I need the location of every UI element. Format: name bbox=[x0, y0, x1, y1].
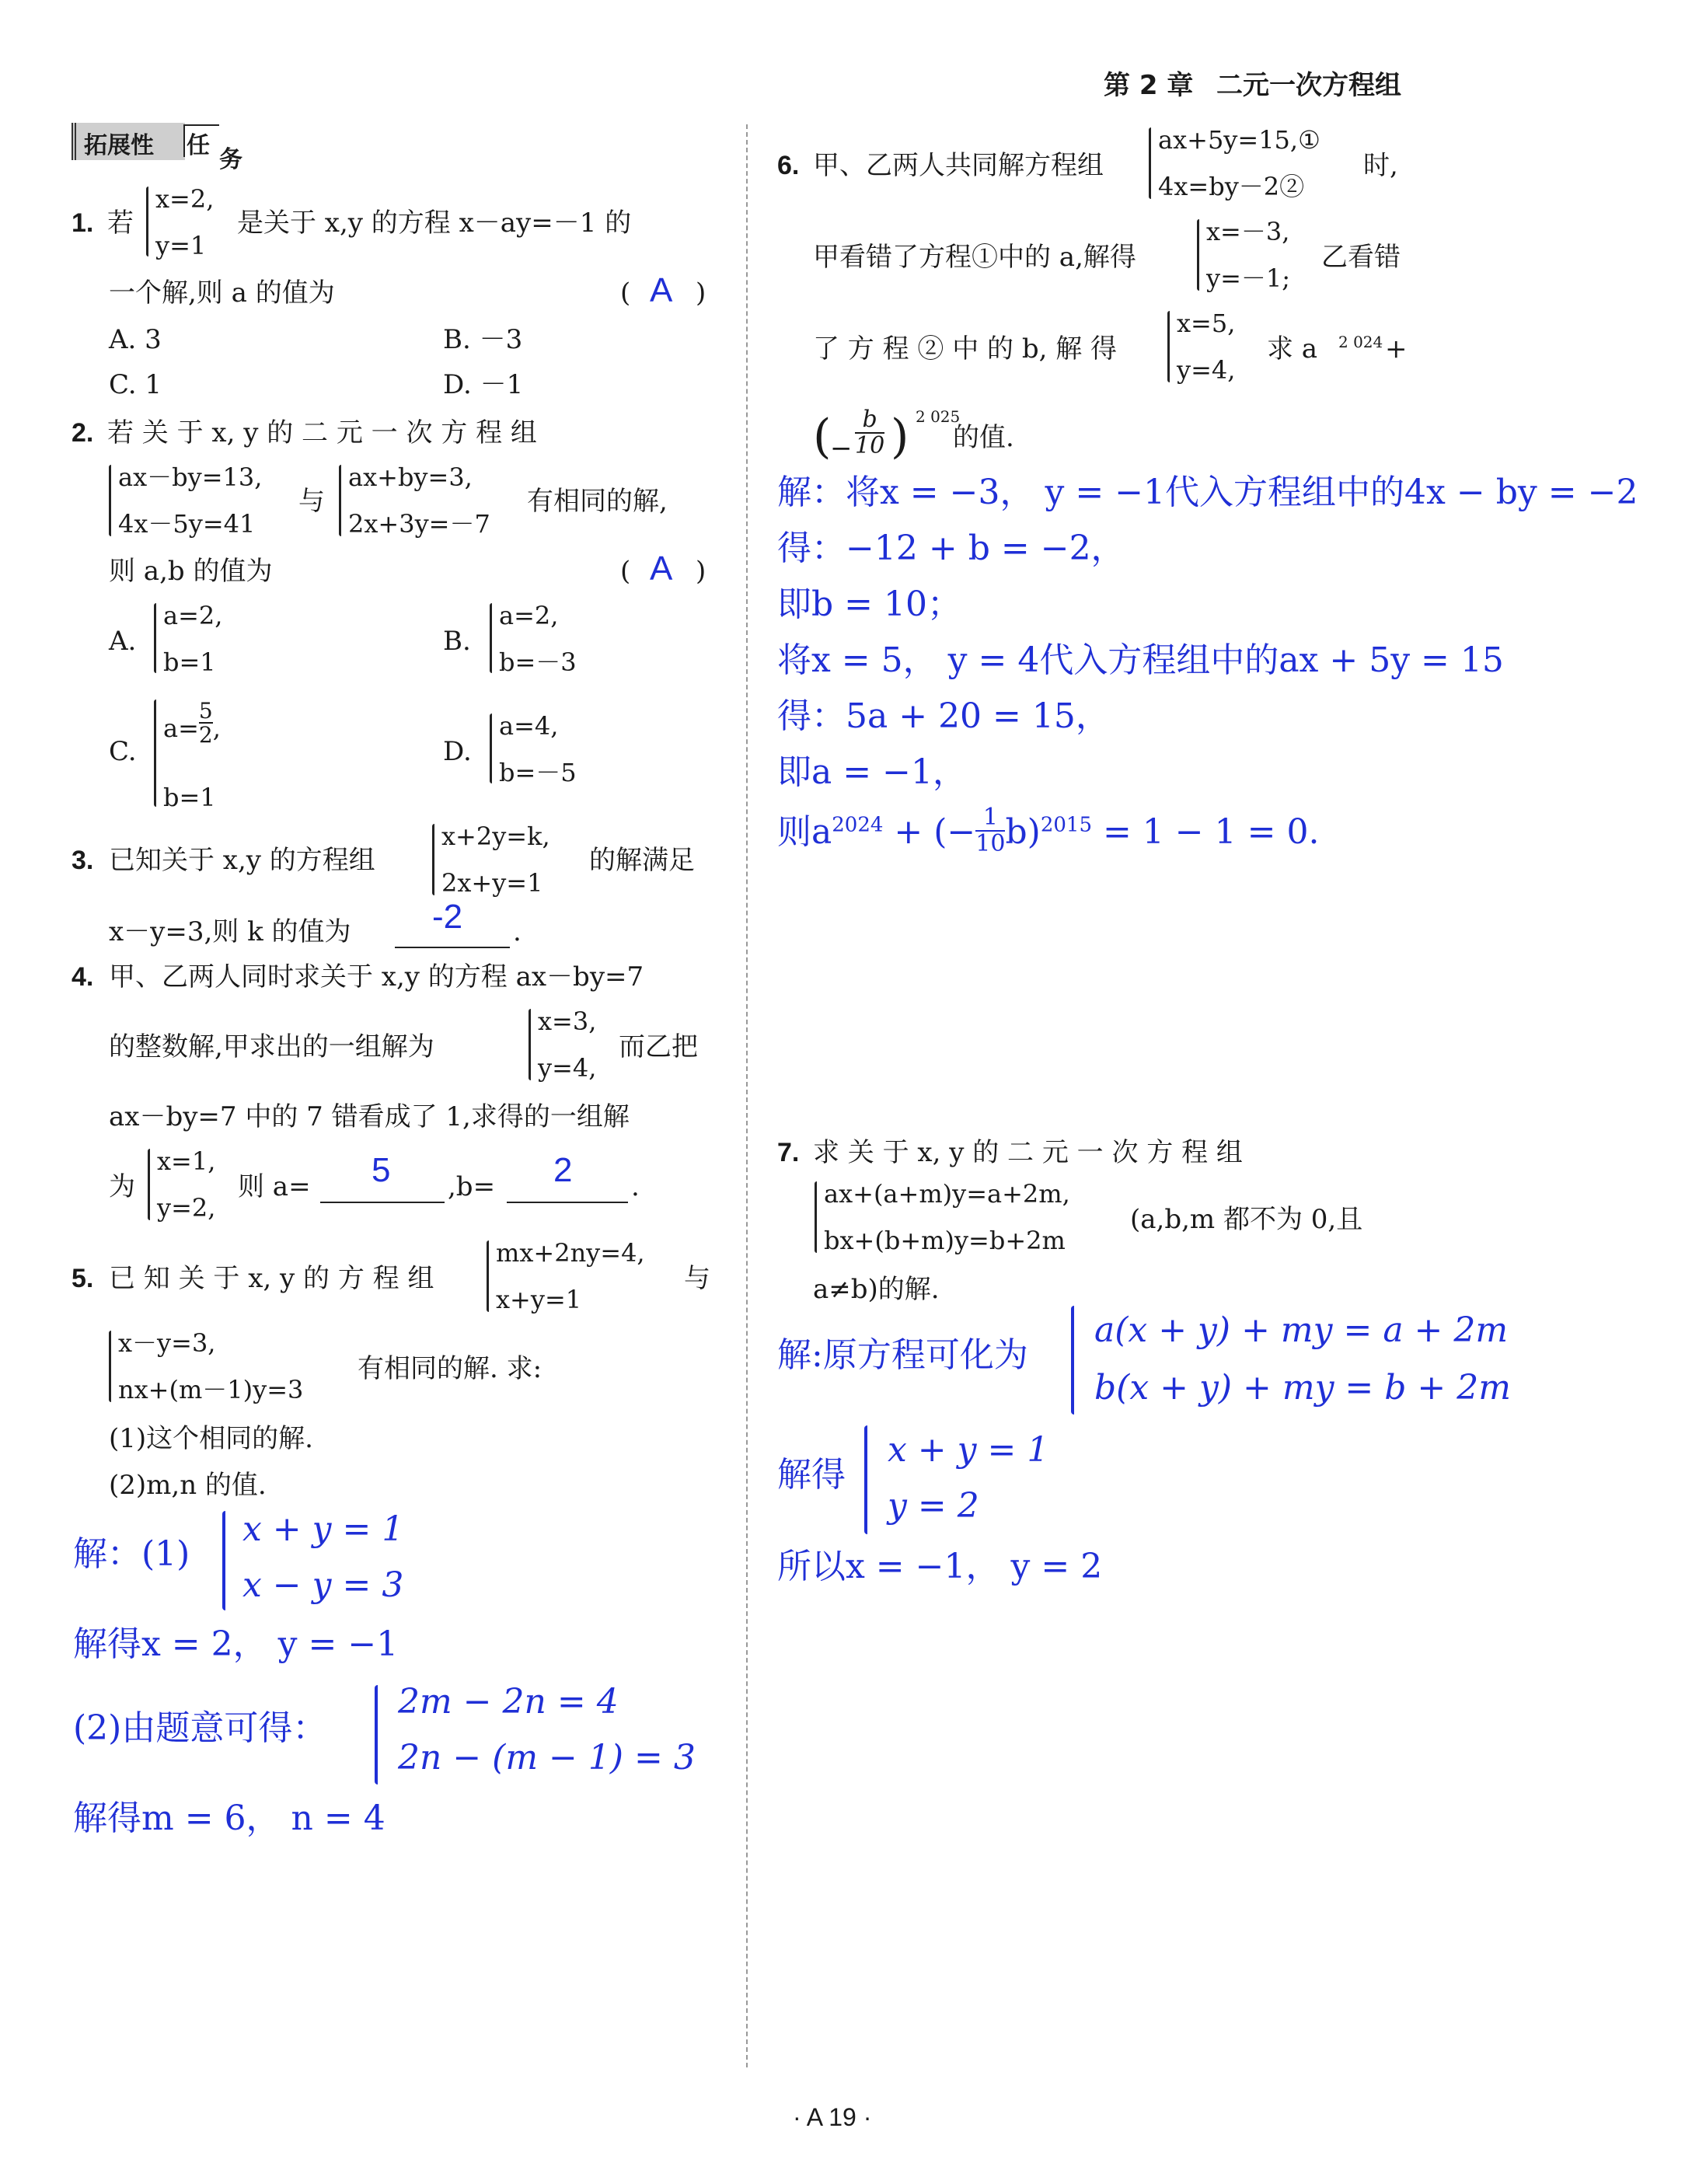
q2-opt-b-brace bbox=[490, 603, 492, 673]
q2-opt-d-line1: a=4, bbox=[499, 711, 559, 741]
q6-sol7-exp2: 2015 bbox=[1040, 813, 1092, 837]
q5-sol-brace1 bbox=[222, 1511, 225, 1610]
q5-sub2: (2)m,n 的值. bbox=[109, 1470, 267, 1501]
q5-sys2-line1: x－y=3, bbox=[118, 1328, 216, 1358]
q5-sys2-line2: nx+(m－1)y=3 bbox=[118, 1375, 304, 1404]
q6-sol-line2: 得：−12 + b = −2， bbox=[777, 529, 1125, 568]
q4-brace2 bbox=[148, 1149, 150, 1220]
q2-brace2 bbox=[339, 465, 341, 536]
q2-text1: 若 关 于 x, y 的 二 元 一 次 方 程 组 bbox=[107, 417, 537, 448]
section-label-a: 拓展 bbox=[84, 132, 131, 159]
q4-sys1-line1: x=3, bbox=[538, 1007, 597, 1036]
q7-sol-eq3: x + y = 1 bbox=[888, 1430, 1049, 1470]
q4-text3: ax－by=7 中的 7 错看成了 1,求得的一组解 bbox=[109, 1101, 630, 1132]
q7-sys-line1: ax+(a+m)y=a+2m, bbox=[824, 1179, 1070, 1209]
q6-sol7-num: 1 bbox=[975, 805, 1005, 832]
q2-paren-right: ) bbox=[696, 556, 706, 587]
q4-text2: 的整数解,甲求出的一组解为 bbox=[109, 1031, 434, 1062]
q7-sol-eq1: a(x + y) + my = a + 2m bbox=[1094, 1310, 1509, 1350]
q2-sys2-line2: 2x+3y=－7 bbox=[348, 509, 490, 539]
q6-frac-den: 10 bbox=[855, 431, 885, 459]
q6-sol7-den: 10 bbox=[975, 829, 1006, 857]
q1-option-b: B. －3 bbox=[443, 324, 523, 355]
q6-sol-line5: 得：5a + 20 = 15， bbox=[777, 696, 1110, 736]
q5-sol-eq1: x + y = 1 bbox=[242, 1509, 404, 1549]
q7-text3: a≠b)的解. bbox=[813, 1274, 940, 1305]
q3-end: . bbox=[513, 916, 522, 947]
q3-text2: x－y=3,则 k 的值为 bbox=[109, 916, 351, 947]
q3-text1: 已知关于 x,y 的方程组 bbox=[109, 845, 375, 876]
q4-mid: ,b= bbox=[448, 1171, 496, 1202]
q2-sys1-line1: ax－by=13, bbox=[118, 462, 263, 492]
q6-text1: 甲、乙两人共同解方程组 bbox=[813, 150, 1104, 181]
q1-number: 1. bbox=[72, 208, 94, 238]
q4-tail2: 而乙把 bbox=[619, 1031, 698, 1062]
q1-sys-line2: y=1 bbox=[155, 231, 207, 260]
q1-sys-line1: x=2, bbox=[155, 184, 215, 214]
q6-sys1-line2: 4x=by－2② bbox=[1158, 172, 1305, 201]
q5-tail2: 有相同的解. 求: bbox=[358, 1353, 542, 1384]
q6-minus: − bbox=[830, 433, 853, 464]
q1-text2: 一个解,则 a 的值为 bbox=[109, 277, 335, 309]
q1-paren-right: ) bbox=[696, 277, 706, 309]
q4-number: 4. bbox=[72, 962, 94, 992]
q7-tail: (a,b,m 都不为 0,且 bbox=[1130, 1204, 1363, 1235]
q7-sol-eq2: b(x + y) + my = b + 2m bbox=[1094, 1368, 1511, 1408]
q3-sys-line1: x+2y=k, bbox=[441, 822, 550, 851]
q3-answer: -2 bbox=[432, 898, 463, 936]
q6-text2: 甲看错了方程①中的 a,解得 bbox=[813, 242, 1136, 273]
q4-text4: 为 bbox=[109, 1171, 135, 1202]
q6-sys1-line1: ax+5y=15,① bbox=[1158, 125, 1320, 155]
q1-brace bbox=[146, 187, 148, 256]
q5-sub1: (1)这个相同的解. bbox=[109, 1423, 313, 1454]
q6-tail2: 乙看错 bbox=[1321, 242, 1401, 273]
q5-sys1-line1: mx+2ny=4, bbox=[496, 1238, 645, 1268]
q4-sys2-line1: x=1, bbox=[157, 1146, 216, 1176]
q2-opt-c-line1 bbox=[163, 698, 221, 748]
q3-brace bbox=[432, 824, 434, 895]
q5-brace2 bbox=[109, 1331, 111, 1402]
q3-number: 3. bbox=[72, 846, 94, 875]
q6-sol-line3: 即b = 10； bbox=[777, 584, 961, 624]
q2-opt-d-line2: b=－5 bbox=[499, 758, 577, 787]
q6-sol7-exp: 2024 bbox=[832, 813, 884, 837]
q5-sol-part2: (2)由题意可得： bbox=[73, 1708, 327, 1748]
q2-sys2-line1: ax+by=3, bbox=[348, 462, 473, 492]
page-number: · A 19 · bbox=[793, 2103, 872, 2131]
column-divider bbox=[746, 124, 748, 2067]
q5-sol-eq3: 2m − 2n = 4 bbox=[398, 1682, 619, 1722]
q6-exp2: 2 025 bbox=[916, 407, 961, 426]
q6-tail3: 求 a bbox=[1267, 333, 1318, 365]
q6-tail4: 的值. bbox=[953, 422, 1014, 453]
section-label-d: 务 bbox=[219, 146, 242, 173]
q6-sol-line4: 将x = 5， y = 4代入方程组中的ax + 5y = 15 bbox=[777, 640, 1504, 680]
q1-pre: 若 bbox=[107, 208, 134, 239]
q2-brace1 bbox=[109, 465, 111, 536]
q1-option-d: D. －1 bbox=[443, 369, 524, 400]
q1-answer: A bbox=[650, 271, 673, 309]
chapter-number: 第 2 章 bbox=[1104, 70, 1194, 101]
q6-sys3-line1: x=5, bbox=[1177, 309, 1236, 338]
q2-opt-a-brace bbox=[154, 603, 156, 673]
q7-sol-label: 解:原方程可化为 bbox=[777, 1335, 1028, 1375]
q4-sys1-line2: y=4, bbox=[538, 1053, 597, 1083]
q5-sys1-line2: x+y=1 bbox=[496, 1285, 582, 1314]
q5-sol-label: 解：(1) bbox=[73, 1534, 190, 1574]
q6-sol7-f: = 1 − 1 = 0. bbox=[1091, 812, 1320, 852]
q5-text1: 已 知 关 于 x, y 的 方 程 组 bbox=[109, 1263, 434, 1294]
q4-answer-a: 5 bbox=[372, 1151, 391, 1189]
q2-opt-a-label: A. bbox=[109, 626, 137, 657]
q7-brace bbox=[815, 1181, 817, 1253]
q6-sol-line6: 即a = −1， bbox=[777, 752, 967, 792]
q2-text3: 则 a,b 的值为 bbox=[109, 556, 273, 587]
q7-sys-line2: bx+(b+m)y=b+2m bbox=[824, 1226, 1066, 1255]
q6-exp1: 2 024 bbox=[1338, 333, 1383, 351]
q6-sol7-b: + (− bbox=[883, 812, 976, 852]
q3-sys-line2: 2x+y=1 bbox=[441, 868, 543, 898]
q2-mid: 与 bbox=[298, 486, 325, 517]
q2-opt-c-a: a= bbox=[163, 713, 199, 743]
chapter-title: 二元一次方程组 bbox=[1216, 70, 1401, 101]
q2-opt-c-frac bbox=[199, 700, 213, 747]
q5-sol-result2: 解得m = 6， n = 4 bbox=[73, 1798, 386, 1838]
q7-sol-final: 所以x = −1， y = 2 bbox=[777, 1547, 1103, 1586]
q5-tail: 与 bbox=[684, 1263, 710, 1294]
q6-frac-num: b bbox=[855, 407, 884, 434]
q7-sol-result-label: 解得 bbox=[777, 1455, 846, 1495]
q6-paren-open: ( bbox=[813, 410, 832, 464]
q2-opt-c-line2: b=1 bbox=[163, 783, 216, 812]
q4-then: 则 a= bbox=[238, 1171, 311, 1202]
q7-number: 7. bbox=[777, 1138, 800, 1167]
q2-opt-c-brace bbox=[154, 700, 156, 807]
q1-option-a: A. 3 bbox=[109, 324, 162, 355]
q7-sol-brace2 bbox=[864, 1425, 867, 1534]
q2-tail: 有相同的解, bbox=[527, 486, 668, 517]
q7-sol-brace1 bbox=[1071, 1306, 1074, 1415]
q6-number: 6. bbox=[777, 151, 800, 180]
q2-sys1-line2: 4x－5y=41 bbox=[118, 509, 256, 539]
q6-sys2-line2: y=－1; bbox=[1206, 263, 1291, 293]
q6-brace1 bbox=[1149, 127, 1151, 199]
q6-tail1: 时, bbox=[1363, 150, 1398, 181]
q5-sol-result1: 解得x = 2， y = −1 bbox=[73, 1624, 399, 1664]
q2-opt-d-brace bbox=[490, 713, 492, 783]
q6-sys3-line2: y=4, bbox=[1177, 355, 1236, 385]
q5-number: 5. bbox=[72, 1264, 94, 1293]
q2-opt-c-label: C. bbox=[109, 736, 137, 767]
q6-sol7-frac bbox=[975, 805, 1005, 856]
q6-frac bbox=[855, 407, 884, 458]
q4-sys2-line2: y=2, bbox=[157, 1193, 216, 1223]
q2-opt-a-line1: a=2, bbox=[163, 601, 223, 630]
q5-sol-eq4: 2n − (m − 1) = 3 bbox=[398, 1738, 696, 1778]
q7-text1: 求 关 于 x, y 的 二 元 一 次 方 程 组 bbox=[813, 1137, 1243, 1168]
q5-sol-brace2 bbox=[375, 1685, 378, 1785]
q2-opt-c-den: 2 bbox=[198, 722, 213, 748]
q2-paren-left: ( bbox=[620, 556, 631, 587]
q6-brace3 bbox=[1167, 311, 1170, 382]
q6-sol-line7 bbox=[777, 804, 1320, 857]
q6-sol7-c: b) bbox=[1005, 812, 1041, 852]
q2-opt-c-num: 5 bbox=[198, 698, 213, 724]
q1-option-c: C. 1 bbox=[109, 369, 162, 400]
q5-brace1 bbox=[487, 1240, 489, 1312]
section-label-b: 性 bbox=[131, 132, 154, 159]
q4-text1: 甲、乙两人同时求关于 x,y 的方程 ax－by=7 bbox=[109, 961, 644, 993]
q6-sol7-a: 则a bbox=[777, 812, 832, 852]
q2-opt-b-label: B. bbox=[443, 626, 471, 657]
q1-text1: 是关于 x,y 的方程 x－ay=－1 的 bbox=[237, 208, 632, 239]
q2-opt-b-line1: a=2, bbox=[499, 601, 559, 630]
q4-answer-b: 2 bbox=[553, 1151, 573, 1189]
q6-sol-line1: 解：将x = −3， y = −1代入方程组中的4x − by = −2 bbox=[777, 473, 1638, 512]
q2-answer: A bbox=[650, 549, 673, 588]
q2-opt-c-comma: , bbox=[212, 713, 221, 743]
q7-sol-eq4: y = 2 bbox=[888, 1486, 979, 1526]
q6-sys2-line1: x=－3, bbox=[1206, 217, 1290, 246]
q5-sol-eq2: x − y = 3 bbox=[242, 1565, 404, 1605]
q6-paren-close: ) bbox=[891, 410, 909, 464]
q4-end: . bbox=[631, 1171, 640, 1202]
q2-number: 2. bbox=[72, 418, 94, 448]
q2-opt-a-line2: b=1 bbox=[163, 647, 216, 677]
q1-paren-left: ( bbox=[620, 277, 631, 309]
section-label-c: 任 bbox=[187, 132, 210, 159]
q6-plus: + bbox=[1385, 333, 1408, 365]
q6-text3: 了 方 程 ② 中 的 b, 解 得 bbox=[813, 333, 1118, 365]
q2-opt-b-line2: b=－3 bbox=[499, 647, 577, 677]
q2-opt-d-label: D. bbox=[443, 736, 472, 767]
q6-brace2 bbox=[1197, 219, 1199, 291]
q4-brace1 bbox=[529, 1009, 531, 1080]
q3-tail: 的解满足 bbox=[589, 845, 695, 876]
